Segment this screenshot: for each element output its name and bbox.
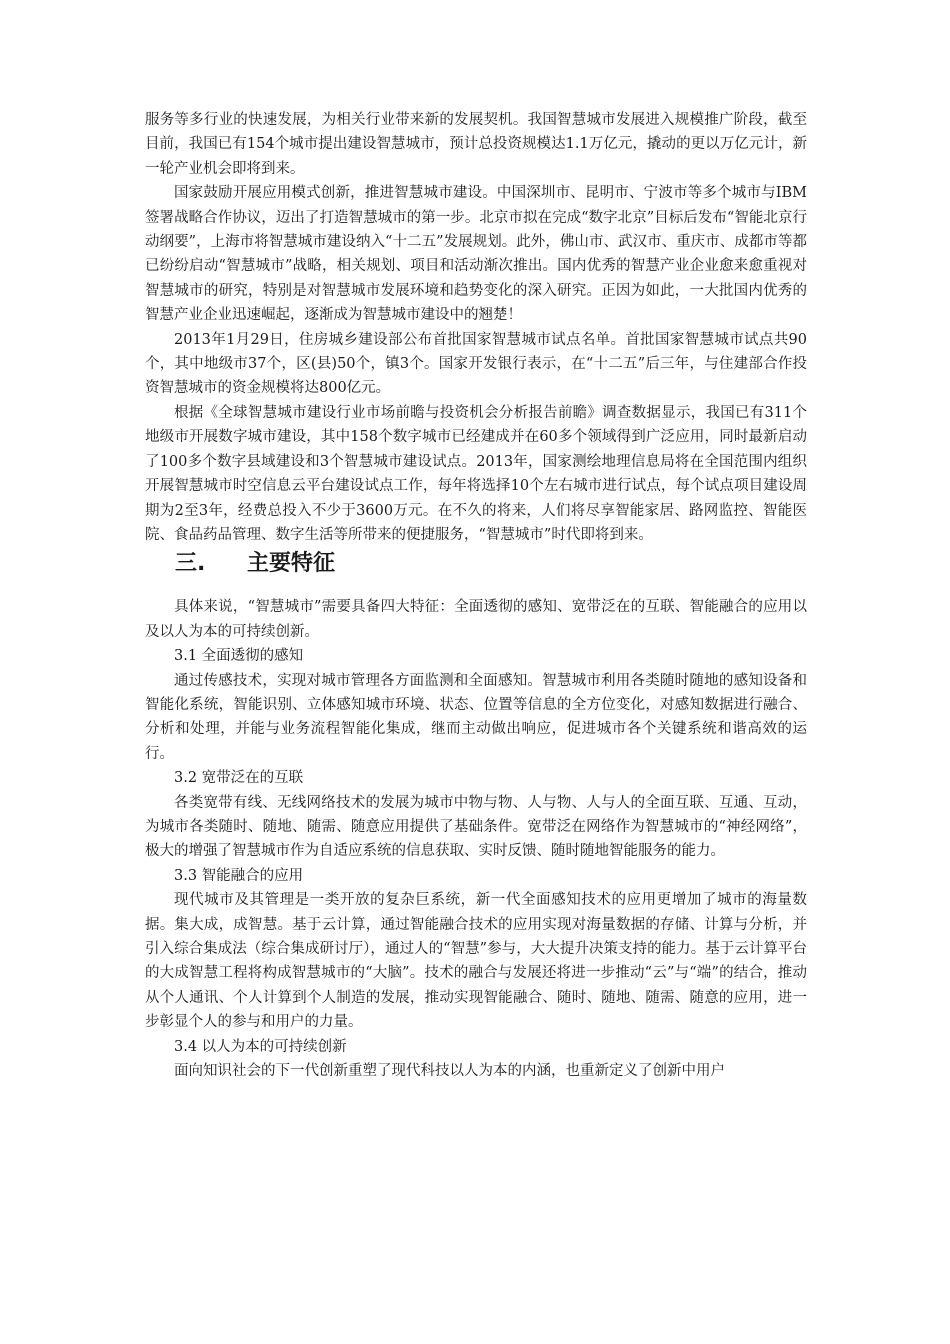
paragraph-pilot-list: 2013年1月29日，住房城乡建设部公布首批国家智慧城市试点名单。首批国家智慧城市试点共90个，其中地级市37个，区(县)50个，镇3个。国家开发银行表示，在“十二五”后三年，与住建部合作投资智慧城市的资金规模将达800亿元。 (145, 331, 807, 397)
paragraph-survey-data: 根据《全球智慧城市建设行业市场前瞻与投资机会分析报告前瞻》调查数据显示，我国已有311个地级市开展数字城市建设，其中158个数字城市已经建成并在60多个领域得到广泛应用，同时最新启动了100多个数字县域建设和3个智慧城市建设试点。2013年，国家测绘地理信息局将在全国范围内组织开展智慧城市时空信息云平台建设试点工作，每年将选择10个左右城市进行试点，每个试点项目建设周期为2至3年，经费总投入不少于3600万元。在不久的将来，人们将尽享智能家居、路网监控、智能医院、食品药品管理、数字生活等所带来的便捷服务，“智慧城市”时代即将到来。 (145, 404, 807, 543)
subsection-title-3-3: 3.3 智能融合的应用 (174, 867, 304, 884)
subsection-text-3-1: 通过传感技术，实现对城市管理各方面监测和全面感知。智慧城市利用各类随时随地的感知设备和智能化系统，智能识别、立体感知城市环境、状态、位置等信息的全方位变化，对感知数据进行融合、分析和处理，并能与业务流程智能化集成，继而主动做出响应，促进城市各个关键系统和谐高效的运行。 (145, 672, 807, 762)
subsection-text-3-4: 面向知识社会的下一代创新重塑了现代科技以人为本的内涵，也重新定义了创新中用户 (174, 1063, 725, 1080)
paragraph-continuation: 服务等多行业的快速发展，为相关行业带来新的发展契机。我国智慧城市发展进入规模推广阶段，截至目前，我国已有154个城市提出建设智慧城市，预计总投资规模达1.1万亿元，撬动的更以万亿元计，新一轮产业机会即将到来。 (145, 112, 807, 177)
subsection-title-3-2: 3.2 宽带泛在的互联 (174, 770, 304, 787)
subsection-text-3-3: 现代城市及其管理是一类开放的复杂巨系统，新一代全面感知技术的应用更增加了城市的海量数据。集大成，成智慧。基于云计算，通过智能融合技术的应用实现对海量数据的存储、计算与分析，并引入综合集成法（综合集成研讨厅），通过人的“智慧”参与，大大提升决策支持的能力。基于云计算平台的大成智慧工程将构成智慧城市的“大脑”。技术的融合与发展还将进一步推动“云”与“端”的结合，推动从个人通讯、个人计算到个人制造的发展，推动实现智能融合、随时、随地、随需、随意的应用，进一步彰显个人的参与和用户的力量。 (145, 892, 807, 1031)
section-number: 三. (175, 551, 206, 577)
subsection-text-3-2: 各类宽带有线、无线网络技术的发展为城市中物与物、人与物、人与人的全面互联、互通、互动，为城市各类随时、随地、随需、随意应用提供了基础条件。宽带泛在网络作为智慧城市的“神经网络”，极大的增强了智慧城市作为自适应系统的信息获取、实时反馈、随时随地智能服务的能力。 (145, 794, 807, 860)
section-heading (145, 547, 807, 581)
subsection-title-3-4: 3.4 以人为本的可持续创新 (174, 1038, 347, 1055)
subsection-title-3-1: 3.1 全面透彻的感知 (174, 648, 304, 665)
document-page (145, 108, 807, 1083)
paragraph-smart-city-construction: 国家鼓励开展应用模式创新，推进智慧城市建设。中国深圳市、昆明市、宁波市等多个城市与IBM签署战略合作协议，迈出了打造智慧城市的第一步。北京市拟在完成“数字北京”目标后发布“智能北京行动纲要”，上海市将智慧城市建设纳入“十二五”发展规划。此外，佛山市、武汉市、重庆市、成都市等都已纷纷启动“智慧城市”战略，相关规划、项目和活动渐次推出。国内优秀的智慧产业企业愈来愈重视对智慧城市的研究，特别是对智慧城市发展环境和趋势变化的深入研究。正因为如此，一大批国内优秀的智慧产业企业迅速崛起，逐渐成为智慧城市建设中的翘楚！ (145, 185, 807, 324)
section-title: 主要特征 (247, 551, 336, 577)
section-intro: 具体来说，“智慧城市”需要具备四大特征：全面透彻的感知、宽带泛在的互联、智能融合的应用以及以人为本的可持续创新。 (145, 599, 807, 640)
